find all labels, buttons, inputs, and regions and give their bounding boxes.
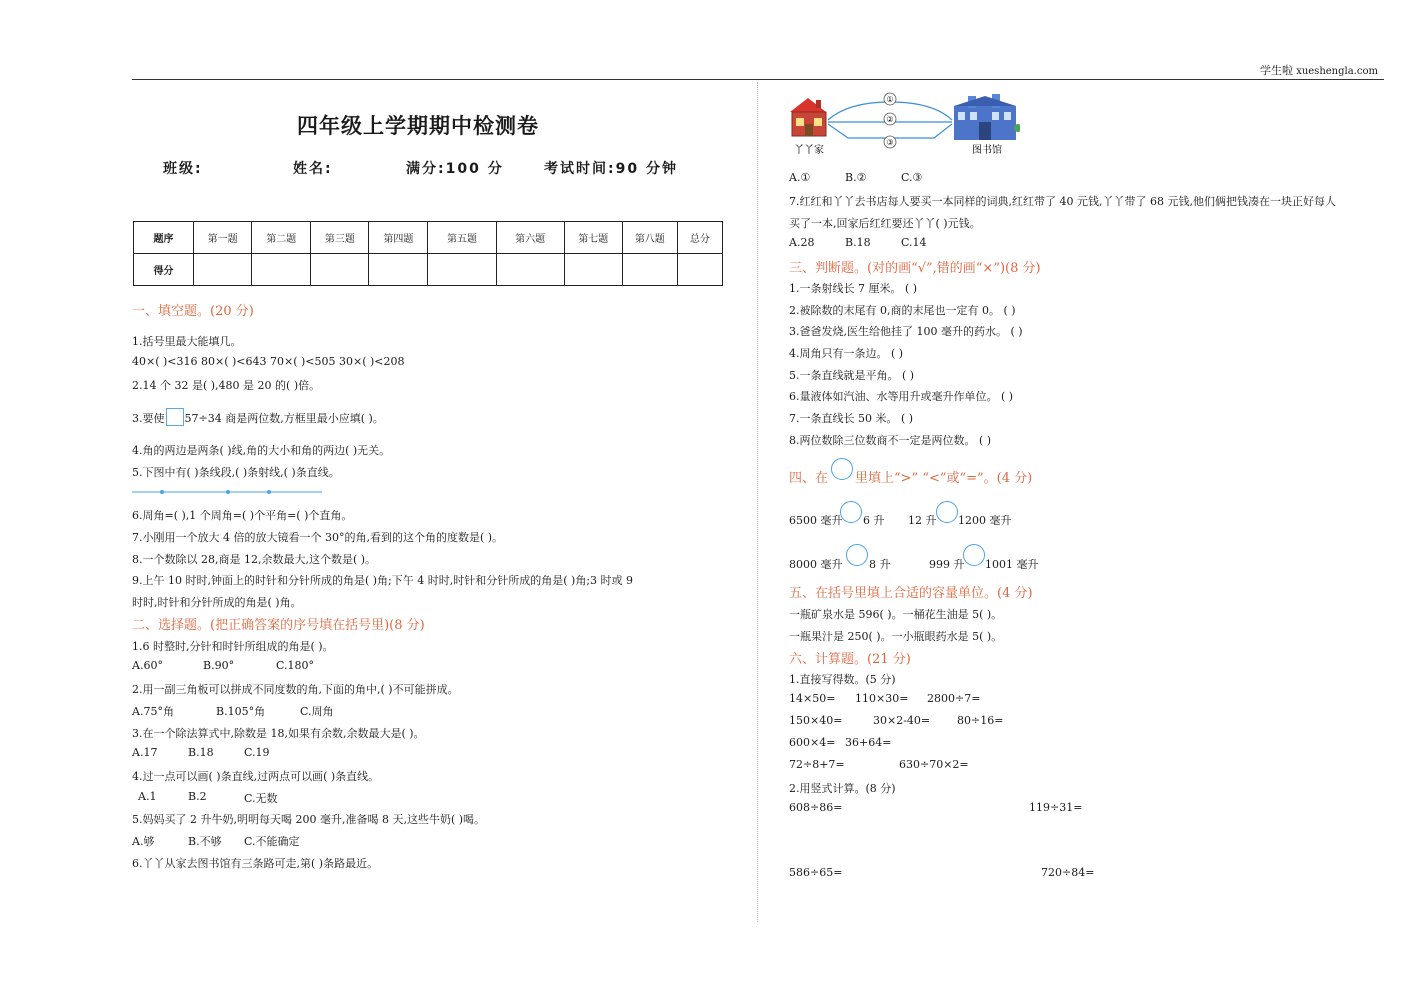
question: 9.上午 10 时时,钟面上的时针和分针所成的角是( )角;下午 4 时时,时针和分针所成的角是( )角;3 时或 9 [132,574,634,587]
calc-item: 30×2-40= [873,714,931,727]
question: 40×( )<316 80×( )<643 70×( )<505 30×( )<208 [132,355,405,368]
option: C.14 [901,236,927,249]
question: 6.丫丫从家去图书馆有三条路可走,第( )条路最近。 [132,857,379,870]
judge-item: 7.一条直线长 50 米。 ( ) [789,412,914,425]
option: C.不能确定 [244,835,300,848]
table-header: 第二题 [252,222,311,254]
section-3-heading: 三、判断题。(对的画“√”,错的画“×”)(8 分) [789,261,1041,276]
question: 5.妈妈买了 2 升牛奶,明明每天喝 200 毫升,准备喝 8 天,这些牛奶( )喝。 [132,813,486,826]
calc-item: 2800÷7= [927,692,981,705]
table-header: 题序 [134,222,194,254]
calc-item: 14×50= [789,692,836,705]
house-icon [790,98,826,136]
option: B.105°角 [216,705,266,718]
question: 2.用竖式计算。(8 分) [789,782,896,795]
table-header: 第一题 [194,222,252,254]
score-cell[interactable] [428,254,496,286]
compare-right: 1200 毫升 [958,514,1012,527]
question: 买了一本,回家后红红要还丫丫( )元钱。 [789,217,981,230]
question: 1.6 时整时,分针和时针所组成的角是( )。 [132,640,334,653]
question: 时时,时针和分针所成的角是( )角。 [132,596,302,609]
score-cell[interactable] [622,254,677,286]
option: A.28 [789,236,815,249]
option: A.75°角 [132,705,174,718]
question: 4.角的两边是两条( )线,角的大小和角的两边( )无关。 [132,444,391,457]
option: B.不够 [188,835,222,848]
section-2-heading: 二、选择题。(把正确答案的序号填在括号里)(8 分) [132,618,425,633]
exam-time-label: 考试时间:90 分钟 [544,161,678,177]
table-header: 总分 [677,222,722,254]
table-header: 第五题 [428,222,496,254]
score-cell[interactable] [311,254,369,286]
question: 2.用一副三角板可以拼成不同度数的角,下面的角中,( )不可能拼成。 [132,683,459,696]
question: 7.小刚用一个放大 4 倍的放大镜看一个 30°的角,看到的这个角的度数是( )。 [132,531,504,544]
column-divider [757,82,758,922]
section-1-heading: 一、填空题。(20 分) [132,304,254,319]
option: C.180° [276,659,315,672]
option: A.60° [132,659,163,672]
route-label-3: ③ [886,138,894,147]
route-label-2: ② [886,115,894,124]
option: B.90° [203,659,235,672]
compare-right: 8 升 [869,558,891,571]
home-label: 丫丫家 [794,145,824,156]
option: C.19 [244,746,270,759]
option: B.② [845,171,867,184]
compare-left: 8000 毫升 [789,558,843,571]
judge-item: 6.量液体如汽油、水等用升或毫升作单位。 ( ) [789,390,1014,403]
judge-item: 1.一条射线长 7 厘米。 ( ) [789,282,918,295]
table-header: 第四题 [369,222,428,254]
route-label-1: ① [886,95,894,104]
compare-circle[interactable] [840,501,862,523]
section-4-heading-part1: 四、在 [789,471,829,486]
calc-item: 110×30= [855,692,909,705]
judge-item: 3.爸爸发烧,医生给他挂了 100 毫升的药水。 ( ) [789,325,1023,338]
score-cell[interactable] [496,254,564,286]
option: A.① [789,171,811,184]
judge-item: 8.两位数除三位数商不一定是两位数。 ( ) [789,434,992,447]
blank-box [166,408,184,426]
question: 一瓶果汁是 250( )。一小瓶眼药水是 5( )。 [789,630,1003,643]
score-cell[interactable] [677,254,722,286]
question: 一瓶矿泉水是 596( )。一桶花生油是 5( )。 [789,608,1003,621]
page-title: 四年级上学期期中检测卷 [297,114,539,138]
table-row-label: 得分 [134,254,194,286]
option: C.无数 [244,792,278,805]
compare-circle [831,458,853,480]
section-5-heading: 五、在括号里填上合适的容量单位。(4 分) [789,586,1033,601]
table-header: 第三题 [311,222,369,254]
option: A.够 [132,835,155,848]
compare-right: 6 升 [863,514,885,527]
judge-item: 4.周角只有一条边。 ( ) [789,347,904,360]
question: 5.下图中有( )条线段,( )条射线,( )条直线。 [132,466,340,479]
section-4-heading-part2: 里填上“>” “<”或“=”。(4 分) [855,471,1033,486]
option: B.18 [188,746,214,759]
class-label: 班级: [163,161,203,177]
table-header: 第七题 [564,222,622,254]
question: 6.周角=( ),1 个周角=( )个平角=( )个直角。 [132,509,353,522]
name-label: 姓名: [293,161,333,177]
calc-item: 80÷16= [957,714,1004,727]
compare-circle[interactable] [936,501,958,523]
route-map [788,92,1020,156]
question: 3.在一个除法算式中,除数是 18,如果有余数,余数最大是( )。 [132,727,425,740]
compare-left: 6500 毫升 [789,514,843,527]
question: 8.一个数除以 28,商是 12,余数最大,这个数是( )。 [132,553,377,566]
score-cell[interactable] [369,254,428,286]
header-rule [132,79,1384,80]
score-cell[interactable] [194,254,252,286]
option: B.2 [188,790,207,803]
question: 4.过一点可以画( )条直线,过两点可以画( )条直线。 [132,770,380,783]
compare-left: 999 升 [929,558,965,571]
option: C.周角 [300,705,334,718]
judge-item: 5.一条直线就是平角。 ( ) [789,369,915,382]
option: A.1 [138,790,157,803]
option: A.17 [132,746,158,759]
library-label: 图书馆 [972,145,1002,156]
question: 7.红红和丫丫去书店每人要买一本同样的词典,红红带了 40 元钱,丫丫带了 68 元钱,他们俩把钱凑在一块正好每人 [789,195,1336,208]
brand-watermark: 学生啦 xueshengla.com [1260,64,1378,77]
score-cell[interactable] [252,254,311,286]
compare-right: 1001 毫升 [985,558,1039,571]
calc-item: 36+64= [845,736,892,749]
score-cell[interactable] [564,254,622,286]
question: 2.14 个 32 是( ),480 是 20 的( )倍。 [132,379,321,392]
judge-item: 2.被除数的末尾有 0,商的末尾也一定有 0。 ( ) [789,304,1016,317]
option: B.18 [845,236,871,249]
vertical-calc: 586÷65= [789,866,843,879]
question: 3.要使 57÷34 商是两位数,方框里最小应填( )。 [132,408,384,426]
vertical-calc: 119÷31= [1029,801,1083,814]
calc-item: 600×4= [789,736,836,749]
table-header: 第八题 [622,222,677,254]
line-diagram [132,486,324,498]
vertical-calc: 608÷86= [789,801,843,814]
question: 1.括号里最大能填几。 [132,335,242,348]
question: 1.直接写得数。(5 分) [789,673,896,686]
calc-item: 630÷70×2= [899,758,969,771]
section-6-heading: 六、计算题。(21 分) [789,652,911,667]
calc-item: 72÷8+7= [789,758,845,771]
library-icon [954,94,1020,140]
table-header: 第六题 [496,222,564,254]
compare-left: 12 升 [908,514,937,527]
score-table [133,221,723,286]
compare-circle[interactable] [846,544,868,566]
calc-item: 150×40= [789,714,843,727]
vertical-calc: 720÷84= [1041,866,1095,879]
compare-circle[interactable] [963,544,985,566]
option: C.③ [901,171,923,184]
full-score-label: 满分:100 分 [406,161,504,177]
